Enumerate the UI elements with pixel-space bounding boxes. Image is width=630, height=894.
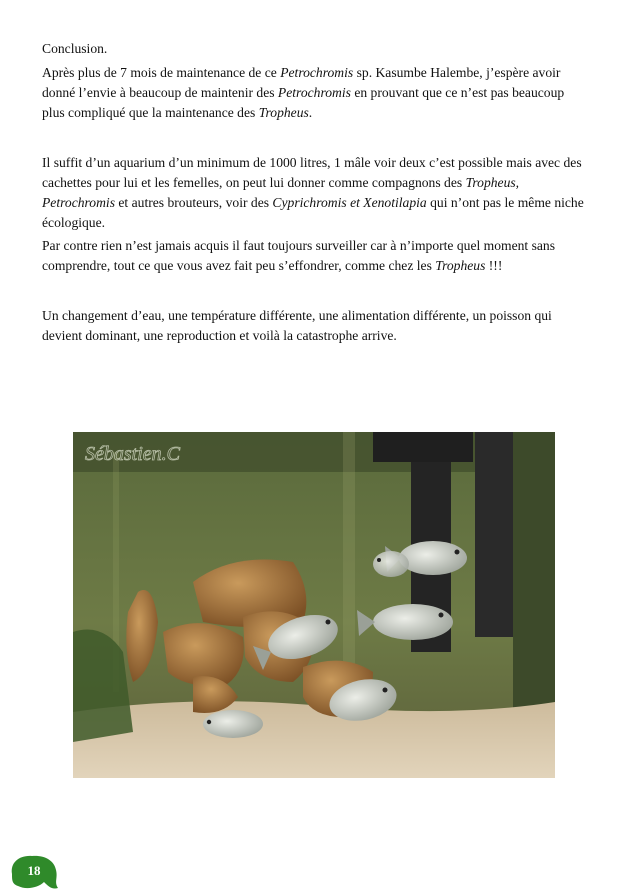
species-name: Tropheus (258, 105, 309, 120)
paragraph-1: Après plus de 7 mois de maintenance de ce Petrochromis sp. Kasumbe Halembe, j’espère avoir donné l’envie à beaucoup de maintenir des Petrochromis en prouvant que ce n’est pas beaucoup plus compliqué que la maintenance des Tropheus. (42, 65, 565, 120)
heading-text: Conclusion. (42, 41, 108, 56)
paragraph-4: Un changement d’eau, une température différente, une alimentation différente, un poisson qui devient dominant, une reproduction et voilà la catastrophe arrive. (42, 308, 552, 343)
page-number: 18 (27, 863, 41, 878)
species-name: Tropheus, Petrochromis (42, 175, 520, 210)
species-name: Cyprichromis et Xenotilapia (272, 195, 427, 210)
fish (203, 710, 263, 738)
species-name: Petrochromis (277, 85, 351, 100)
page-badge (6, 852, 62, 894)
paragraph-3: Par contre rien n’est jamais acquis il faut toujours surveiller car à n’importe quel moment sans comprendre, tout ce que vous avez fait peu s’effondrer, comme chez les Tropheus !!! (42, 238, 556, 273)
species-name: Petrochromis (280, 65, 354, 80)
aquarium-illustration (73, 432, 555, 778)
section-heading (42, 39, 588, 59)
fish (373, 551, 409, 577)
photo-watermark: Sébastien.C (85, 443, 180, 465)
aquarium-photo (73, 432, 555, 778)
species-name: Tropheus (435, 258, 486, 273)
paragraph-2: Il suffit d’un aquarium d’un minimum de 1000 litres, 1 mâle voir deux c’est possible mais avec des cachettes pour lui et les femelles, on peut lui donner comme compagnons des Tropheus, Petrochromis et autres brouteurs, voir des Cyprichromis et Xenotilapia qui n’ont pas le même niche écologique. (42, 155, 584, 230)
